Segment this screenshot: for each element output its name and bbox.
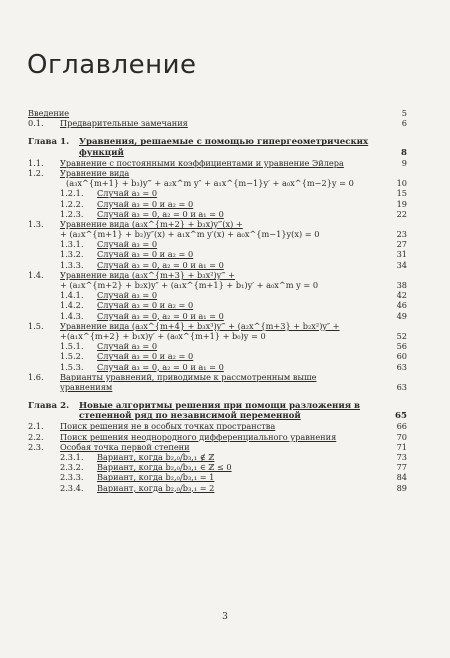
toc-entry-title[interactable]: Особая точка первой степени: [60, 441, 190, 452]
toc-entry[interactable]: [0, 239, 450, 249]
toc-entry-title[interactable]: Случай a₃ = 0, a₂ = 0 и a₁ = 0: [97, 310, 224, 321]
toc-entry-page: 9: [401, 157, 407, 168]
toc-entry[interactable]: [0, 300, 450, 310]
toc-entry-page: 63: [396, 381, 407, 392]
toc-entry-page: 8: [401, 147, 407, 158]
toc-entry-page: 52: [396, 330, 407, 341]
toc-entry-page: 10: [396, 178, 407, 189]
toc-entry-page: 22: [396, 208, 407, 219]
toc-entry-page: 89: [396, 482, 407, 493]
toc-entry-title[interactable]: (a₃x^{m+1} + b₃)y‴ + a₂x^m y″ + a₁x^{m−1}y′ + a₀x^{m−2}y = 0: [66, 178, 354, 189]
toc-entry-title[interactable]: Случай a₃ = 0, a₂ = 0 и a₁ = 0: [97, 361, 224, 372]
toc-chapter-entry[interactable]: [0, 411, 450, 421]
toc-entry-number: 1.6.: [28, 371, 44, 382]
toc-spacer: [0, 392, 450, 401]
toc-entry-page: 42: [396, 290, 407, 301]
toc-entry-page: 27: [396, 239, 407, 250]
toc-entry-title[interactable]: Уравнение вида (a₃x^{m+4} + b₃x³)y‴ + (a₂x^{m+3} + b₂x²)y″ +: [60, 320, 340, 331]
toc-entry[interactable]: [0, 290, 450, 300]
toc-entry[interactable]: [0, 362, 450, 372]
toc-entry-page: 77: [396, 462, 407, 473]
table-of-contents: [0, 108, 450, 493]
toc-entry[interactable]: [0, 158, 450, 168]
toc-entry-title[interactable]: Случай a₃ = 0: [97, 188, 158, 199]
toc-entry-title[interactable]: Новые алгоритмы решения при помощи разложения в: [79, 401, 361, 412]
toc-entry[interactable]: [0, 270, 450, 280]
toc-entry[interactable]: [0, 219, 450, 229]
toc-entry-page: 84: [396, 472, 407, 483]
toc-entry[interactable]: [0, 452, 450, 462]
toc-entry[interactable]: [0, 483, 450, 493]
toc-entry-number: Глава 1.: [28, 137, 70, 148]
toc-entry-title[interactable]: Предварительные замечания: [60, 118, 188, 129]
toc-entry-number: 2.3.1.: [60, 452, 84, 462]
toc-entry[interactable]: [0, 372, 450, 382]
toc-entry-number: 1.2.1.: [60, 188, 84, 199]
toc-entry-number: 1.4.1.: [60, 290, 84, 301]
toc-entry[interactable]: [0, 432, 450, 442]
toc-entry-page: 31: [396, 249, 407, 260]
toc-entry-title[interactable]: Случай a₃ = 0 и a₂ = 0: [97, 300, 194, 311]
toc-chapter-entry[interactable]: [0, 401, 450, 411]
toc-entry-page: 71: [396, 441, 407, 452]
toc-entry-title[interactable]: Вариант, когда b₂,₀/b₃,₁ ∈ ℤ ≤ 0: [97, 462, 232, 473]
toc-entry[interactable]: [0, 168, 450, 178]
toc-entry-page: 6: [401, 118, 407, 129]
toc-entry[interactable]: [0, 108, 450, 118]
toc-chapter-entry[interactable]: [0, 137, 450, 147]
toc-entry[interactable]: [0, 199, 450, 209]
toc-entry-title[interactable]: +(a₁x^{m+2} + b₁x)y′ + (a₀x^{m+1} + b₀)y = 0: [60, 330, 266, 341]
toc-entry[interactable]: [0, 209, 450, 219]
toc-entry-title[interactable]: + (a₂x^{m+1} + b₂)y″(x) + a₁x^m y′(x) + a₀x^{m−1}y(x) = 0: [60, 229, 320, 240]
toc-entry-title[interactable]: Варианты уравнений, приводимые к рассмотренным выше: [60, 371, 317, 382]
toc-entry-number: 1.5.3.: [60, 361, 84, 372]
toc-entry-number: 1.3.2.: [60, 249, 84, 260]
toc-entry-title[interactable]: Уравнение вида (a₃x^{m+3} + b₃x²)y‴ +: [60, 269, 236, 280]
toc-entry[interactable]: [0, 421, 450, 431]
toc-entry[interactable]: [0, 321, 450, 331]
toc-entry-page: 23: [396, 229, 407, 240]
toc-entry-number: 1.5.2.: [60, 351, 84, 362]
toc-spacer: [0, 128, 450, 137]
toc-entry-number: 1.3.3.: [60, 259, 84, 270]
toc-entry-title[interactable]: Уравнение вида (a₃x^{m+2} + b₃x)y‴(x) +: [60, 218, 243, 229]
toc-entry-number: 2.3.3.: [60, 472, 84, 483]
toc-entry-page: 15: [396, 188, 407, 199]
toc-entry-title[interactable]: уравнениям: [60, 381, 113, 392]
toc-entry-title[interactable]: Уравнение с постоянными коэффициентами и уравнение Эйлера: [60, 157, 344, 168]
toc-entry-title[interactable]: Поиск решения неоднородного дифференциального уравнения: [60, 431, 337, 442]
toc-entry-page: 19: [396, 198, 407, 209]
toc-entry-title[interactable]: Случай a₃ = 0 и a₂ = 0: [97, 351, 194, 362]
toc-entry[interactable]: [0, 442, 450, 452]
toc-entry[interactable]: [0, 351, 450, 361]
toc-chapter-entry[interactable]: [0, 148, 450, 158]
toc-entry-number: 2.3.4.: [60, 482, 84, 493]
toc-entry[interactable]: [0, 229, 450, 239]
toc-entry-number: 1.3.1.: [60, 239, 84, 250]
toc-entry-number: 1.1.: [28, 157, 44, 168]
toc-entry-title[interactable]: степенной ряд по независимой переменной: [79, 411, 301, 422]
toc-entry-title[interactable]: Случай a₃ = 0 и a₂ = 0: [97, 249, 194, 260]
toc-entry-title[interactable]: Случай a₃ = 0: [97, 239, 158, 250]
toc-entry[interactable]: [0, 260, 450, 270]
toc-entry-title[interactable]: + (a₂x^{m+2} + b₂x)y″ + (a₁x^{m+1} + b₁)y′ + a₀x^m y = 0: [60, 280, 319, 290]
toc-entry[interactable]: [0, 382, 450, 392]
toc-entry-number: 1.2.2.: [60, 198, 84, 209]
toc-entry[interactable]: [0, 249, 450, 259]
toc-entry-title[interactable]: Вариант, когда b₂,₀/b₃,₁ = 1: [97, 472, 215, 483]
toc-entry-title[interactable]: Случай a₃ = 0: [97, 290, 158, 301]
toc-entry-number: Глава 2.: [28, 401, 70, 412]
toc-entry-number: 1.3.: [28, 218, 44, 229]
page-title: Оглавление: [27, 50, 197, 80]
toc-entry-page: 46: [396, 300, 407, 311]
toc-entry-number: 2.1.: [28, 421, 44, 432]
toc-entry-page: 49: [396, 310, 407, 321]
toc-entry-number: 0.1.: [28, 118, 44, 129]
toc-entry[interactable]: [0, 311, 450, 321]
toc-entry-title[interactable]: Поиск решения не в особых точках пространства: [60, 421, 276, 432]
toc-entry-page: 34: [396, 259, 407, 270]
toc-entry-number: 1.4.: [28, 269, 44, 280]
toc-entry-page: 60: [396, 351, 407, 362]
toc-entry[interactable]: [0, 462, 450, 472]
toc-entry[interactable]: [0, 188, 450, 198]
toc-entry-number: 1.4.3.: [60, 310, 84, 321]
toc-entry-title[interactable]: Уравнения, решаемые с помощью гипергеометрических: [79, 137, 369, 148]
toc-entry-number: 2.3.: [28, 441, 44, 452]
toc-entry-page: 63: [396, 361, 407, 372]
toc-entry-title[interactable]: Случай a₃ = 0, a₂ = 0 и a₁ = 0: [97, 208, 224, 219]
toc-entry[interactable]: [0, 331, 450, 341]
toc-entry-title[interactable]: Случай a₃ = 0, a₂ = 0 и a₁ = 0: [97, 259, 224, 270]
toc-entry[interactable]: [0, 280, 450, 290]
toc-entry-number: 2.2.: [28, 431, 44, 442]
toc-entry-title[interactable]: Вариант, когда b₂,₀/b₃,₁ ∉ ℤ: [97, 452, 215, 462]
toc-entry-title[interactable]: функций: [79, 147, 124, 158]
toc-entry-number: 1.4.2.: [60, 300, 84, 311]
toc-entry[interactable]: [0, 118, 450, 128]
toc-entry-title[interactable]: Случай a₃ = 0: [97, 341, 158, 352]
toc-entry-title[interactable]: Случай a₃ = 0 и a₂ = 0: [97, 198, 194, 209]
toc-entry-title[interactable]: Вариант, когда b₂,₀/b₃,₁ = 2: [97, 482, 215, 493]
toc-entry-number: 1.5.: [28, 320, 44, 331]
toc-entry[interactable]: [0, 472, 450, 482]
toc-entry-page: 66: [396, 421, 407, 432]
toc-entry-title[interactable]: Уравнение вида: [60, 167, 130, 178]
toc-entry-title[interactable]: Введение: [28, 108, 70, 118]
toc-entry[interactable]: [0, 178, 450, 188]
toc-entry-page: 65: [395, 411, 407, 422]
page-number: 3: [222, 612, 228, 622]
toc-entry-number: 1.2.: [28, 167, 44, 178]
toc-entry-number: 1.2.3.: [60, 208, 84, 219]
toc-entry-page: 56: [396, 341, 407, 352]
toc-entry-number: 1.5.1.: [60, 341, 84, 352]
toc-entry-page: 70: [396, 431, 407, 442]
toc-entry[interactable]: [0, 341, 450, 351]
toc-entry-number: 2.3.2.: [60, 462, 84, 473]
toc-entry-page: 38: [396, 280, 407, 290]
toc-entry-page: 73: [396, 452, 407, 462]
toc-entry-page: 5: [401, 108, 407, 118]
